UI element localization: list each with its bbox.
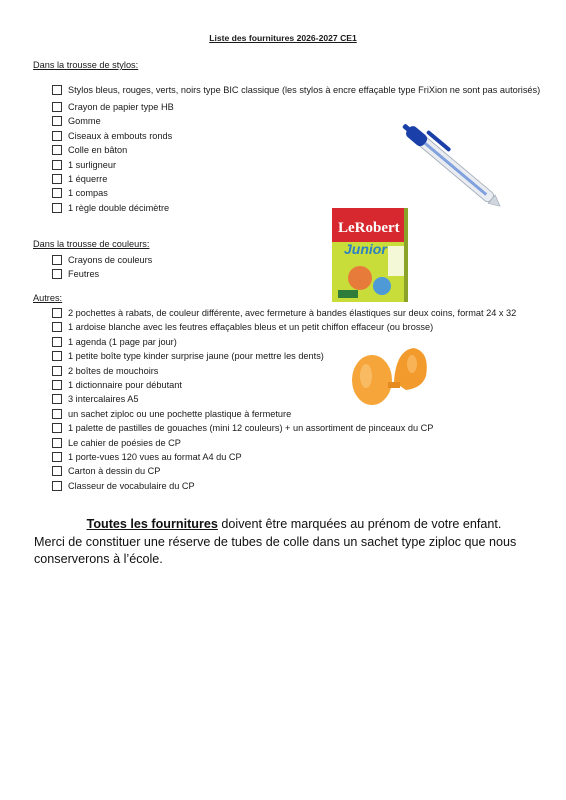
section-heading-autres: Autres: bbox=[33, 293, 63, 303]
list-item bbox=[52, 392, 552, 406]
list-item-label: 1 petite boîte type kinder surprise jaune (pour mettre les dents) bbox=[68, 351, 324, 362]
footer-bold: Toutes les fournitures bbox=[86, 517, 218, 531]
list-item bbox=[52, 407, 552, 421]
list-item-label: 1 ardoise blanche avec les feutres effaçables bleus et un petit chiffon effaceur (ou brosse) bbox=[68, 322, 434, 333]
checkbox[interactable] bbox=[52, 366, 62, 376]
list-item bbox=[52, 335, 552, 349]
list-item-label: 1 compas bbox=[68, 188, 108, 199]
list-item bbox=[52, 464, 552, 478]
list-item-label: Stylos bleus, rouges, verts, noirs type BIC classique (les stylos à encre effaçable type FriXion ne sont pas autorisés) bbox=[68, 85, 541, 95]
list-item bbox=[52, 364, 552, 378]
list-item-label: Classeur de vocabulaire du CP bbox=[68, 480, 195, 491]
checkbox[interactable] bbox=[52, 452, 62, 462]
svg-text:Junior: Junior bbox=[344, 241, 387, 257]
checkbox[interactable] bbox=[52, 174, 62, 184]
list-item-label: un sachet ziploc ou une pochette plastique à fermeture bbox=[68, 408, 292, 419]
checkbox[interactable] bbox=[52, 131, 62, 141]
section-heading-couleurs: Dans la trousse de couleurs: bbox=[33, 239, 150, 249]
checkbox[interactable] bbox=[52, 102, 62, 112]
list-item bbox=[52, 84, 542, 96]
footer-line2: Merci de constituer une réserve de tubes de colle dans un sachet type ziploc que nous conserverons à l’école. bbox=[34, 534, 517, 566]
list-item-label: Gomme bbox=[68, 116, 101, 127]
checkbox[interactable] bbox=[52, 351, 62, 361]
page-title: Liste des fournitures 2026-2027 CE1 bbox=[209, 33, 357, 43]
list-item bbox=[52, 421, 552, 435]
list-item bbox=[52, 320, 552, 334]
list-item-label: 3 intercalaires A5 bbox=[68, 394, 139, 405]
checkbox[interactable] bbox=[52, 116, 62, 126]
list-autres bbox=[52, 306, 552, 493]
list-item bbox=[52, 450, 552, 464]
checkbox[interactable] bbox=[52, 380, 62, 390]
list-item-label: 1 dictionnaire pour débutant bbox=[68, 380, 182, 391]
list-item-label: 2 pochettes à rabats, de couleur différente, avec fermeture à bandes élastiques sur deux coins, format 24 x 32 bbox=[68, 308, 517, 318]
list-item-label: Le cahier de poésies de CP bbox=[68, 437, 181, 448]
list-item-label: 1 surligneur bbox=[68, 159, 117, 170]
checkbox[interactable] bbox=[52, 322, 62, 332]
section-heading-stylos: Dans la trousse de stylos: bbox=[33, 60, 139, 70]
list-item-label: Ciseaux à embouts ronds bbox=[68, 130, 173, 141]
checkbox[interactable] bbox=[52, 160, 62, 170]
list-item bbox=[52, 349, 552, 363]
le-robert-junior-dictionary-icon bbox=[330, 206, 410, 304]
checkbox[interactable] bbox=[52, 269, 62, 279]
list-item-label: 1 porte-vues 120 vues au format A4 du CP bbox=[68, 452, 242, 463]
list-item bbox=[52, 378, 552, 392]
list-item-label: Colle en bâton bbox=[68, 145, 128, 156]
checkbox[interactable] bbox=[52, 188, 62, 198]
list-item bbox=[52, 436, 552, 450]
checkbox[interactable] bbox=[52, 394, 62, 404]
checkbox[interactable] bbox=[52, 85, 62, 95]
list-item-label: 1 agenda (1 page par jour) bbox=[68, 336, 177, 347]
list-item-label: 1 équerre bbox=[68, 174, 108, 185]
list-item-label: Crayon de papier type HB bbox=[68, 102, 174, 112]
list-item bbox=[52, 267, 312, 281]
ballpoint-pen-icon bbox=[400, 120, 530, 235]
list-item bbox=[52, 479, 552, 493]
checkbox[interactable] bbox=[52, 481, 62, 491]
checkbox[interactable] bbox=[52, 203, 62, 213]
footer-line1: doivent être marquées au prénom de votre enfant. bbox=[217, 517, 502, 531]
list-item-label: 2 boîtes de mouchoirs bbox=[68, 365, 159, 376]
checkbox[interactable] bbox=[52, 308, 62, 318]
checkbox[interactable] bbox=[52, 255, 62, 265]
list-item bbox=[52, 100, 542, 114]
list-couleurs bbox=[52, 253, 312, 282]
checkbox[interactable] bbox=[52, 438, 62, 448]
list-item bbox=[52, 253, 312, 267]
footer-note bbox=[34, 516, 554, 569]
list-item-label: Feutres bbox=[68, 269, 100, 280]
checkbox[interactable] bbox=[52, 409, 62, 419]
checkbox[interactable] bbox=[52, 337, 62, 347]
checkbox[interactable] bbox=[52, 466, 62, 476]
checkbox[interactable] bbox=[52, 145, 62, 155]
list-item-label: Carton à dessin du CP bbox=[68, 466, 161, 477]
list-item bbox=[52, 306, 552, 320]
checkbox[interactable] bbox=[52, 423, 62, 433]
list-item-label: 1 règle double décimètre bbox=[68, 202, 170, 213]
list-item-label: Crayons de couleurs bbox=[68, 255, 153, 265]
kinder-surprise-capsule-icon bbox=[344, 340, 434, 410]
list-item-label: 1 palette de pastilles de gouaches (mini 12 couleurs) + un assortiment de pinceaux du CP bbox=[68, 423, 434, 434]
svg-text:LeRobert: LeRobert bbox=[338, 220, 400, 236]
